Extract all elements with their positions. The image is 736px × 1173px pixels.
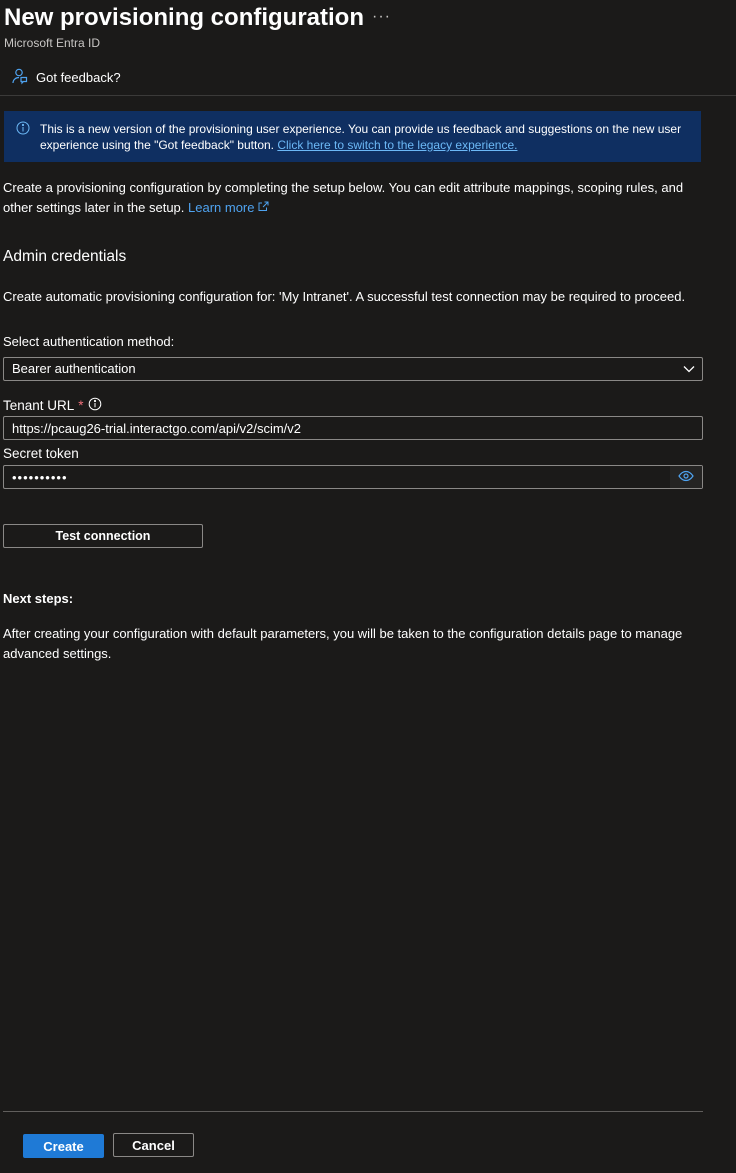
auth-method-value: Bearer authentication: [12, 361, 136, 376]
learn-more-link[interactable]: Learn more: [188, 200, 269, 215]
test-connection-button[interactable]: Test connection: [3, 524, 203, 548]
feedback-label: Got feedback?: [36, 70, 121, 85]
next-steps-description: After creating your configuration with default parameters, you will be taken to the configuration details page to manage advanced settings.: [3, 626, 683, 661]
page-title: New provisioning configuration: [4, 4, 364, 31]
page-subtitle: Microsoft Entra ID: [4, 36, 101, 50]
admin-credentials-heading: Admin credentials: [3, 248, 127, 265]
secret-token-label: Secret token: [3, 446, 79, 461]
info-icon: [16, 121, 30, 139]
info-banner: [4, 111, 701, 162]
auth-method-label: Select authentication method:: [3, 334, 175, 349]
show-secret-button[interactable]: [670, 466, 702, 488]
footer-divider: [3, 1111, 703, 1112]
feedback-icon: [10, 67, 28, 88]
tenant-url-input[interactable]: [3, 416, 703, 440]
eye-icon: [678, 470, 694, 485]
next-steps-heading: Next steps:: [3, 591, 74, 606]
required-marker: *: [78, 398, 84, 413]
auth-method-dropdown[interactable]: [3, 357, 703, 381]
got-feedback-button[interactable]: [10, 67, 121, 88]
cancel-button[interactable]: Cancel: [113, 1133, 194, 1157]
create-button[interactable]: Create: [23, 1134, 104, 1158]
chevron-down-icon: [682, 362, 696, 379]
banner-text: This is a new version of the provisioning user experience. You can provide us feedback and suggestions on the new user experience using the "Got feedback" button.: [40, 122, 682, 152]
legacy-experience-link[interactable]: Click here to switch to the legacy experience.: [277, 138, 518, 152]
tenant-url-label: Tenant URL *: [3, 397, 102, 414]
secret-token-input[interactable]: [3, 465, 703, 489]
intro-description: Create a provisioning configuration by completing the setup below. You can edit attribute mappings, scoping rules, and other settings later in the setup.: [3, 180, 684, 215]
intro-text: [3, 178, 703, 218]
info-tooltip-icon[interactable]: [88, 397, 102, 414]
more-options-button[interactable]: ···: [372, 8, 391, 25]
external-link-icon: [258, 200, 269, 215]
header-divider: [0, 95, 736, 96]
admin-credentials-description: Create automatic provisioning configuration for: 'My Intranet'. A successful test connection may be required to proceed.: [3, 289, 686, 304]
